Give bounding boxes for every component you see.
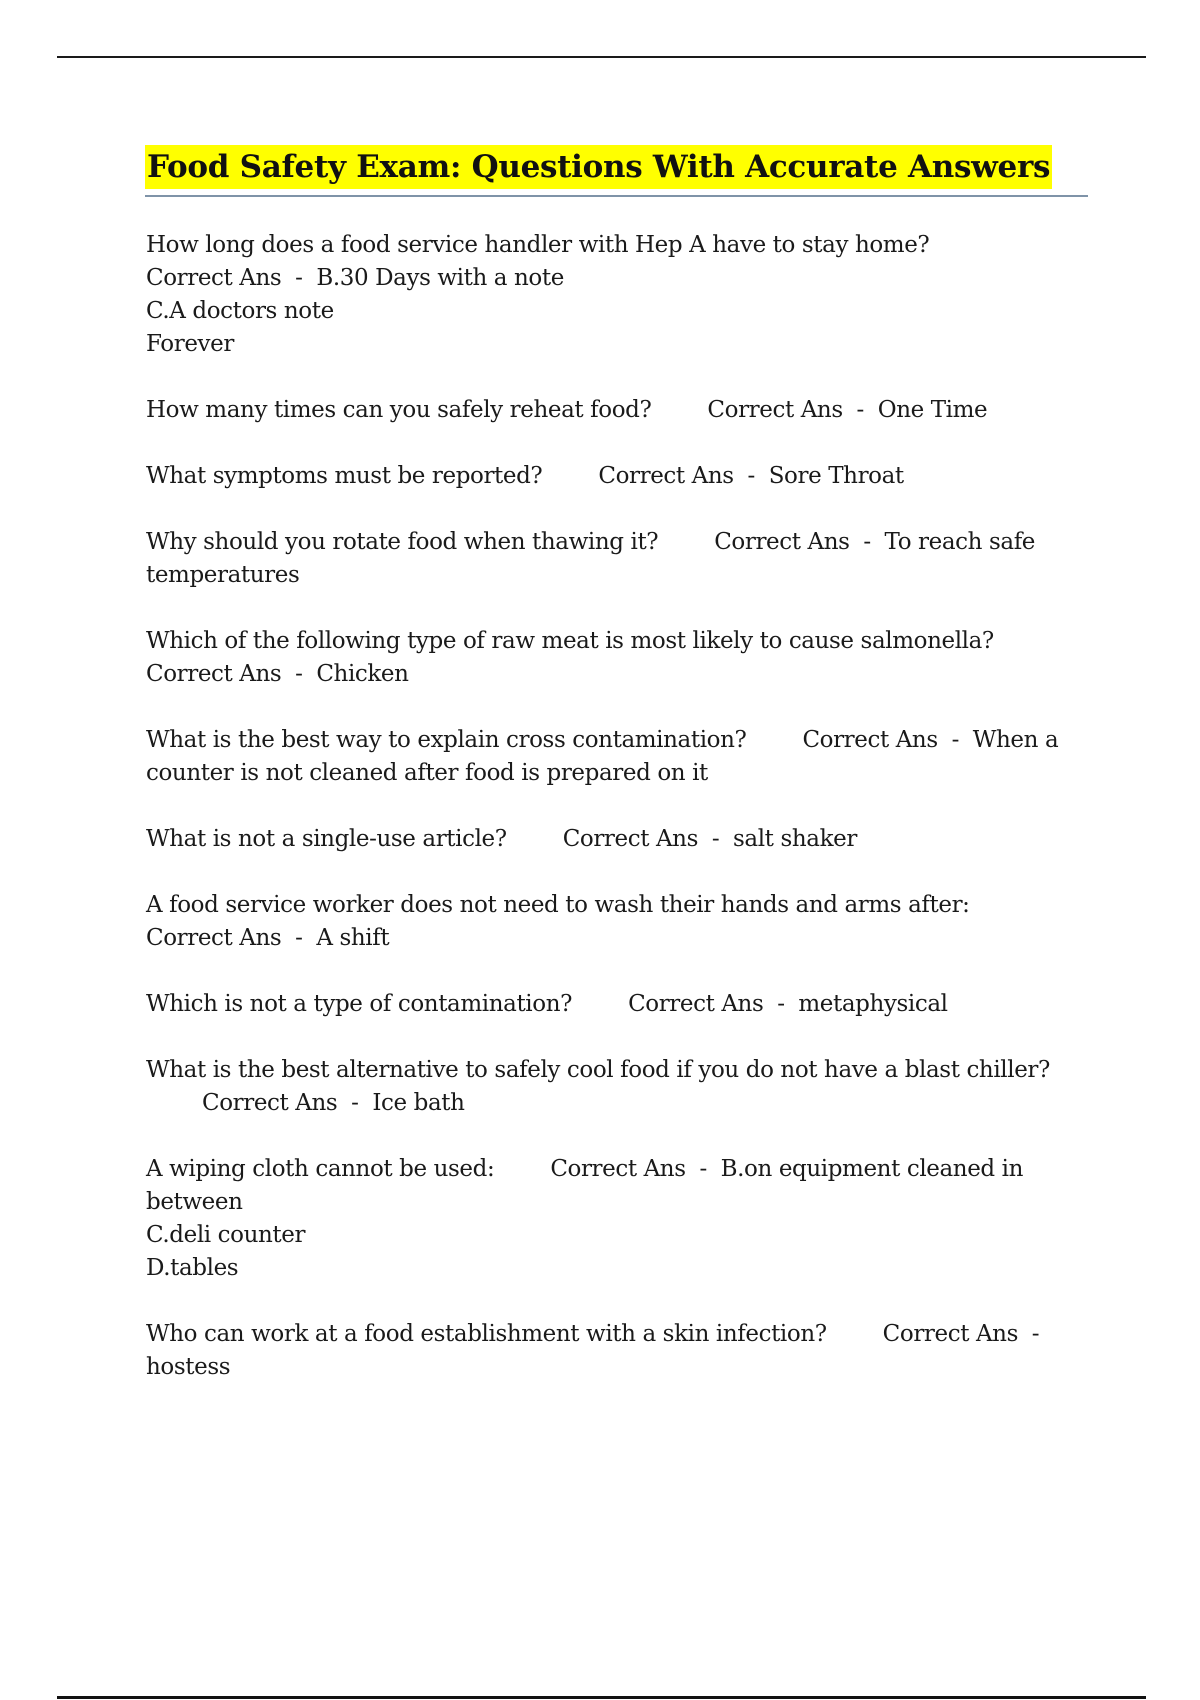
question: How long does a food service handler with Hep A have to stay home? xyxy=(146,232,930,258)
answer: salt shaker xyxy=(733,826,857,852)
answer: metaphysical xyxy=(798,991,948,1017)
answer-label: Correct Ans - xyxy=(802,727,973,753)
question: What is the best way to explain cross contamination? xyxy=(146,727,747,753)
qa-item xyxy=(146,724,1091,790)
document-title: Food Safety Exam: Questions With Accurate Answers xyxy=(145,145,1052,189)
qa-item xyxy=(146,394,1091,427)
qa-item xyxy=(146,988,1091,1021)
qa-item xyxy=(146,625,1091,691)
qa-item xyxy=(146,889,1091,955)
qa-item xyxy=(146,1318,1091,1384)
qa-item xyxy=(146,1054,1091,1120)
answer-label: Correct Ans - xyxy=(550,1156,721,1182)
answer: A shift xyxy=(316,925,390,951)
qa-item xyxy=(146,526,1091,592)
answer: B.on equipment cleaned in between xyxy=(146,1156,1030,1215)
title-underline xyxy=(145,195,1088,197)
answer-label: Correct Ans - xyxy=(146,661,317,687)
answer-option: C.deli counter xyxy=(146,1222,306,1248)
question: Who can work at a food establishment with a skin infection? xyxy=(146,1321,827,1347)
answer: Sore Throat xyxy=(768,463,904,489)
answer-label: Correct Ans - xyxy=(146,265,317,291)
qa-item xyxy=(146,229,1091,361)
top-page-rule xyxy=(57,56,1146,58)
answer: hostess xyxy=(146,1354,231,1380)
answer-label: Correct Ans - xyxy=(202,1090,373,1116)
answer: One Time xyxy=(877,397,988,423)
question: A food service worker does not need to wash their hands and arms after: xyxy=(146,892,970,918)
answer-label: Correct Ans - xyxy=(562,826,734,852)
qa-list xyxy=(146,229,1091,1417)
qa-item xyxy=(146,823,1091,856)
question: Why should you rotate food when thawing it? xyxy=(146,529,659,555)
answer: To reach safe temperatures xyxy=(146,529,1042,588)
bottom-page-rule xyxy=(57,1696,1146,1699)
question: Which is not a type of contamination? xyxy=(146,991,573,1017)
question: A wiping cloth cannot be used: xyxy=(146,1156,495,1182)
question: How many times can you safely reheat food? xyxy=(146,397,652,423)
answer: Chicken xyxy=(316,661,409,687)
answer-label: Correct Ans - xyxy=(882,1321,1053,1347)
question: What is the best alternative to safely cool food if you do not have a blast chiller? xyxy=(146,1057,1050,1083)
answer-label: Correct Ans - xyxy=(628,991,799,1017)
answer-label: Correct Ans - xyxy=(707,397,878,423)
answer-option: Forever xyxy=(146,331,234,357)
answer-option: C.A doctors note xyxy=(146,298,334,324)
question: What is not a single-use article? xyxy=(146,826,507,852)
answer-label: Correct Ans - xyxy=(714,529,885,555)
answer: Ice bath xyxy=(372,1090,465,1116)
answer: When a counter is not cleaned after food is prepared on it xyxy=(146,727,1066,786)
answer: B.30 Days with a note xyxy=(316,265,564,291)
answer-label: Correct Ans - xyxy=(598,463,769,489)
document-header xyxy=(145,145,1088,189)
qa-item xyxy=(146,1153,1091,1285)
answer-label: Correct Ans - xyxy=(146,925,317,951)
qa-item xyxy=(146,460,1091,493)
question: Which of the following type of raw meat is most likely to cause salmonella? xyxy=(146,628,994,654)
question: What symptoms must be reported? xyxy=(146,463,543,489)
answer-option: D.tables xyxy=(146,1255,239,1281)
